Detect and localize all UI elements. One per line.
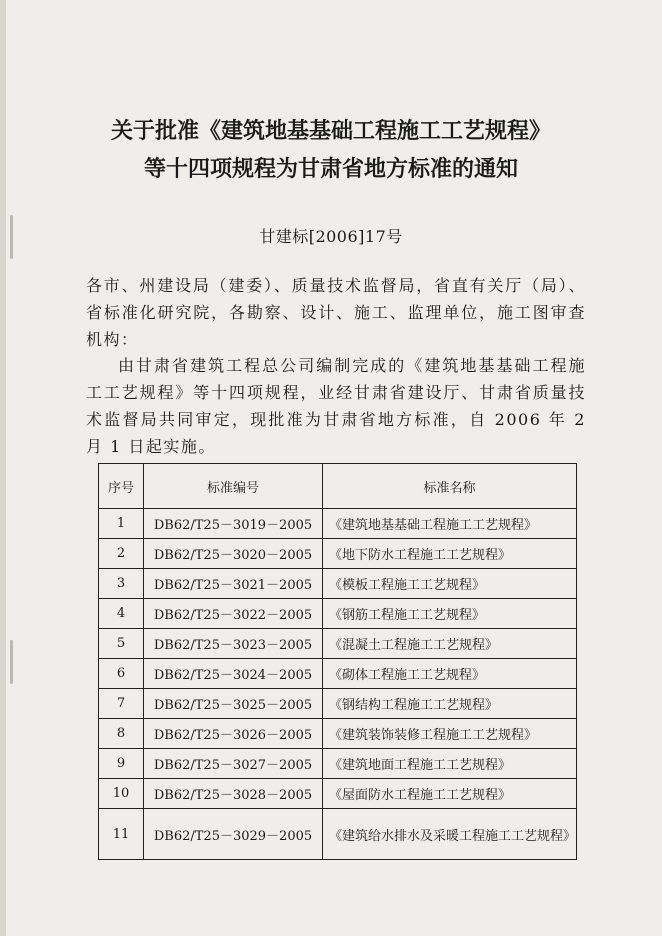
row-code: DB62/T25－3024－2005 <box>144 659 323 689</box>
row-seq: 1 <box>99 509 144 539</box>
row-code: DB62/T25－3027－2005 <box>144 749 323 779</box>
document-title-line-2: 等十四项规程为甘肃省地方标准的通知 <box>143 156 518 182</box>
table-header-row <box>99 464 577 509</box>
row-code: DB62/T25－3019－2005 <box>144 509 323 539</box>
document-title-line-1: 关于批准《建筑地基基础工程施工工艺规程》 <box>110 118 551 144</box>
row-seq: 3 <box>99 569 144 599</box>
staple-mark <box>10 640 13 684</box>
row-code: DB62/T25－3029－2005 <box>144 809 323 860</box>
header-name: 标准名称 <box>323 464 577 509</box>
table-row <box>99 749 577 779</box>
row-code: DB62/T25－3020－2005 <box>144 539 323 569</box>
table-row <box>99 569 577 599</box>
body-paragraph: 由甘肃省建筑工程总公司编制完成的《建筑地基基础工程施工工艺规程》等十四项规程，业经甘肃省建设厅、甘肃省质量技术监督局共同审定，现批准为甘肃省地方标准，自 2006 年 2 月 1 日起实施。 <box>86 356 586 456</box>
row-name: 《模板工程施工工艺规程》 <box>323 569 577 599</box>
table-row <box>99 689 577 719</box>
row-name: 《地下防水工程施工工艺规程》 <box>323 539 577 569</box>
document-number: 甘建标[2006]17号 <box>259 227 403 246</box>
table-row <box>99 629 577 659</box>
header-code: 标准编号 <box>144 464 323 509</box>
row-name: 《钢结构工程施工工艺规程》 <box>323 689 577 719</box>
table-row <box>99 719 577 749</box>
row-seq: 8 <box>99 719 144 749</box>
row-name: 《建筑装饰装修工程施工工艺规程》 <box>323 719 577 749</box>
row-name: 《屋面防水工程施工工艺规程》 <box>323 779 577 809</box>
table-row <box>99 539 577 569</box>
row-name: 《混凝土工程施工工艺规程》 <box>323 629 577 659</box>
row-name: 《建筑地面工程施工工艺规程》 <box>323 749 577 779</box>
row-seq: 2 <box>99 539 144 569</box>
table-row <box>99 659 577 689</box>
row-code: DB62/T25－3021－2005 <box>144 569 323 599</box>
row-seq: 6 <box>99 659 144 689</box>
table-row <box>99 509 577 539</box>
row-seq: 11 <box>99 809 144 860</box>
header-seq: 序号 <box>99 464 144 509</box>
row-code: DB62/T25－3028－2005 <box>144 779 323 809</box>
row-name: 《砌体工程施工工艺规程》 <box>323 659 577 689</box>
row-seq: 10 <box>99 779 144 809</box>
addressees-paragraph: 各市、州建设局（建委）、质量技术监督局，省直有关厅（局）、省标准化研究院，各勘察、设计、施工、监理单位，施工图审查机构： <box>86 276 586 349</box>
table-row <box>99 809 577 860</box>
table-row <box>99 599 577 629</box>
standards-table <box>98 463 577 860</box>
row-seq: 5 <box>99 629 144 659</box>
row-seq: 7 <box>99 689 144 719</box>
row-code: DB62/T25－3025－2005 <box>144 689 323 719</box>
row-name: 《建筑地基基础工程施工工艺规程》 <box>323 509 577 539</box>
row-seq: 4 <box>99 599 144 629</box>
row-code: DB62/T25－3026－2005 <box>144 719 323 749</box>
row-name: 《建筑给水排水及采暖工程施工工艺规程》 <box>323 809 577 860</box>
row-code: DB62/T25－3022－2005 <box>144 599 323 629</box>
row-code: DB62/T25－3023－2005 <box>144 629 323 659</box>
row-name: 《钢筋工程施工工艺规程》 <box>323 599 577 629</box>
table-row <box>99 779 577 809</box>
row-seq: 9 <box>99 749 144 779</box>
